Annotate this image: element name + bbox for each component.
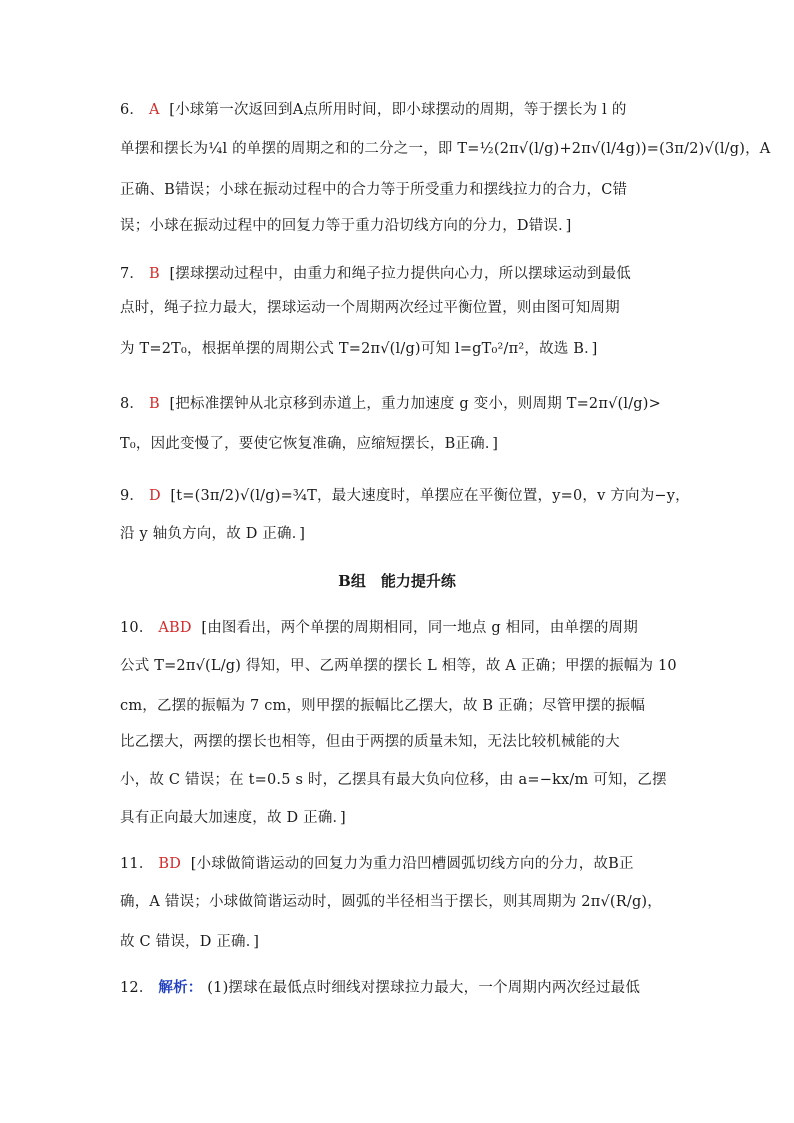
item-line: 故 C 错误，D 正确．] [120,934,260,950]
item-line: 比乙摆大，两摆的摆长也相等，但由于两摆的质量未知，无法比较机械能的大 [120,734,620,750]
item-line: 具有正向最大加速度，故 D 正确．] [120,810,346,826]
analysis-label: 解析： [158,979,203,996]
item-line: 点时，绳子拉力最大，摆球运动一个周期两次经过平衡位置，则由图可知周期 [120,300,620,316]
answer-label: BD [158,856,182,872]
answer-label: A [148,102,160,118]
item-line: [小球做简谐运动的回复力为重力沿凹槽圆弧切线方向的分力，故B正 [190,856,634,872]
item-line: 单摆和摆长为¼l 的单摆的周期之和的二分之一，即 T=½(2π√(l/g)+2π√(l/4g))=(3π/2)√(l/g)，A [120,141,771,157]
item-number: 7． [120,266,145,282]
item-number: 6． [120,102,145,118]
item-line: [摆球摆动过程中，由重力和绳子拉力提供向心力，所以摆球运动到最低 [169,266,631,282]
answer-label: D [148,488,161,504]
item-line: 确，A 错误；小球做简谐运动时，圆弧的半径相当于摆长，则其周期为 2π√(R/g)， [120,894,662,910]
item-line: 误；小球在振动过程中的回复力等于重力沿切线方向的分力，D错误．] [120,218,572,234]
answer-label: ABD [158,620,192,636]
item-line: 为 T=2T₀，根据单摆的周期公式 T=2π√(l/g)可知 l=gT₀²/π²，故选 B．] [120,341,598,357]
item-line: (1)摆球在最低点时细线对摆球拉力最大，一个周期内两次经过最低 [207,980,641,996]
item-line: 公式 T=2π√(L/g) 得知，甲、乙两单摆的摆长 L 相等，故 A 正确；甲摆的振幅为 10 [120,658,677,674]
item-line: [t=(3π/2)√(l/g)=¾T，最大速度时，单摆应在平衡位置，y=0，v 方向为−y， [170,488,690,504]
item-number: 10． [120,620,154,636]
item-line: [把标准摆钟从北京移到赤道上，重力加速度 g 变小，则周期 T=2π√(l/g)> [169,396,661,412]
item-number: 11． [120,856,154,872]
answer-label: B [148,266,160,282]
item-line: cm，乙摆的振幅为 7 cm，则甲摆的振幅比乙摆大，故 B 正确；尽管甲摆的振幅 [120,698,646,714]
item-number: 12． [120,980,154,996]
item-line: 小，故 C 错误；在 t=0.5 s 时，乙摆具有最大负向位移，由 a=−kx/m 可知，乙摆 [120,772,667,788]
answer-label: B [148,396,160,412]
item-line: [由图看出，两个单摆的周期相同，同一地点 g 相同，由单摆的周期 [201,620,638,636]
item-line: 正确、B错误；小球在振动过程中的合力等于所受重力和摆线拉力的合力，C错 [120,182,628,198]
item-line: T₀，因此变慢了，要使它恢复准确，应缩短摆长，B正确．] [120,436,499,452]
item-line: [小球第一次返回到A点所用时间，即小球摆动的周期，等于摆长为 l 的 [169,102,627,118]
item-number: 8． [120,396,145,412]
item-line: 沿 y 轴负方向，故 D 正确．] [120,526,306,542]
section-title: B组 能力提升练 [338,572,456,590]
item-number: 9． [120,488,145,504]
